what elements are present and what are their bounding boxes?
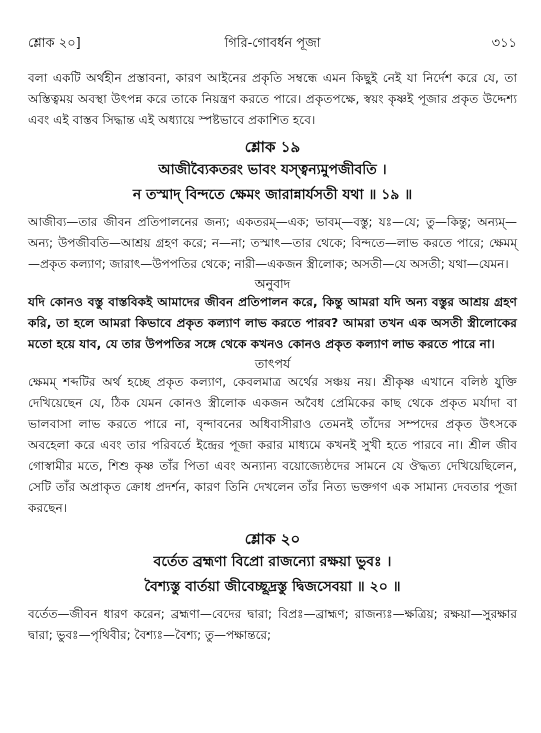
intro-paragraph: বলা একটি অর্থহীন প্রস্তাবনা, কারণ আইনের প্রকৃতি সম্বন্ধে এমন কিছুই নেই যা নির্দেশ করে যে, তা অস্তিত্বময় অবস্থা উৎপন্ন করে তাকে নিয়ন্ত্রণ করতে পারে। প্রকৃতপক্ষে, স্বয়ং কৃষ্ণই পূজার প্রকৃত উদ্দেশ্য এবং এই বাস্তব সিদ্ধান্ত এই অধ্যায়ে স্পষ্টভাবে প্রকাশিত হবে।: [28, 71, 517, 127]
verse-20-heading: শ্লোক ২০: [244, 530, 301, 548]
verse-19-translation: যদি কোনও বস্তু বাস্তবিকই আমাদের জীবন প্রতিপালন করে, কিন্তু আমরা যদি অন্য বস্তুর আশ্রয় গ্রহণ করি, তা হলে আমরা কিভাবে প্রকৃত কল্যাণ লাভ করতে পারব? আমরা তখন এক অসতী স্ত্রীলোকের মতো হয়ে যাব, যে তার উপপতির সঙ্গে থেকে কখনও কোনও প্রকৃত কল্যাণ লাভ করতে পারে না।: [28, 295, 517, 351]
verse-19-heading: শ্লোক ১৯: [244, 138, 301, 156]
page-header: [28, 34, 517, 54]
page-body: [28, 68, 517, 646]
verse-19-purport-heading: তাৎপর্য: [254, 356, 291, 371]
header-verse-ref: শ্লোক ২০]: [28, 36, 81, 51]
header-page-number: ৩১১: [491, 36, 517, 51]
header-chapter-title: গিরি-গোবর্ধন পূজা: [224, 36, 321, 51]
verse-19-synonyms: আজীব্য—তার জীবন প্রতিপালনের জন্য; একতরম্—এক; ভাবম্—বস্তু; যঃ—যে; তু—কিন্তু; অন্যম্—অন্য; উপজীবতি—আশ্রয় গ্রহণ করে; ন—না; তস্মাৎ—তার থেকে; বিন্দতে—লাভ করতে পারে; ক্ষেমম্—প্রকৃত কল্যাণ; জারাৎ—উপপতির থেকে; নারী—একজন স্ত্রীলোক; অসতী—যে অসতী; যথা—যেমন।: [28, 215, 517, 271]
verse-19-translation-heading: অনুবাদ: [254, 276, 291, 291]
verse-20-line-1: বর্তেত ব্রহ্মণা বিপ্রো রাজন্যো রক্ষয়া ভুবঃ ।: [153, 554, 392, 570]
verse-20-synonyms: বর্তেত—জীবন ধারণ করেন; ব্রহ্মণা—বেদের দ্বারা; বিপ্রঃ—ব্রাহ্মণ; রাজন্যঃ—ক্ষত্রিয়; রক্ষয়া—সুরক্ষার দ্বারা; ভুবঃ—পৃথিবীর; বৈশ্যঃ—বৈশ্য; তু—পক্ষান্তরে;: [28, 607, 517, 642]
verse-19-purport: ক্ষেমম্ শব্দটির অর্থ হচ্ছে প্রকৃত কল্যাণ, কেবলমাত্র অর্থের সঞ্চয় নয়। শ্রীকৃষ্ণ এখানে বলিষ্ঠ যুক্তি দেখিয়েছেন যে, ঠিক যেমন কোনও স্ত্রীলোক একজন অবৈধ প্রেমিকের কাছ থেকে প্রকৃত মর্যাদা বা ভালবাসা লাভ করতে পারে না, বৃন্দাবনের অধিবাসীরাও তেমনই তাঁদের সম্পদের প্রকৃত উৎসকে অবহেলা করে এবং তার পরিবর্তে ইন্দ্রের পূজা করার মাধ্যমে কখনই সুখী হতে পারবে না। শ্রীল জীব গোস্বামীর মতে, শিশু কৃষ্ণ তাঁর পিতা এবং অন্যান্য বয়োজ্যেষ্ঠদের সামনে যে ঔদ্ধত্য দেখিয়েছিলেন, সেটি তাঁর অপ্রাকৃত ক্রোধ প্রদর্শন, কারণ তিনি দেখলেন তাঁর নিত্য ভক্তগণ এক সামান্য দেবতার পূজা করছেন।: [28, 375, 517, 515]
verse-20-line-2: বৈশ্যস্তু বার্তয়া জীবেচ্ছূদ্রস্তু দ্বিজসেবয়া ॥ ২০ ॥: [144, 579, 401, 595]
verse-19-line-2: ন তস্মাদ্ বিন্দতে ক্ষেমং জারান্নার্যসতী যথা ॥ ১৯ ॥: [132, 187, 413, 203]
verse-19-line-1: আজীব্যৈকতরং ভাবং যস্ত্বন্যমুপজীবতি ।: [158, 162, 387, 178]
